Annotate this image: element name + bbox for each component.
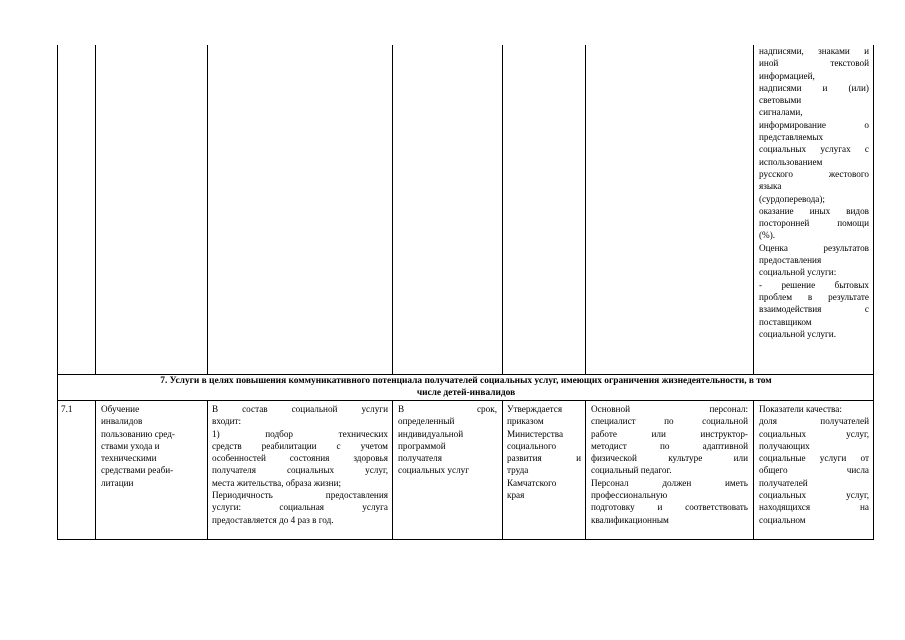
table-border-bottom (57, 539, 874, 540)
column-divider (585, 45, 586, 374)
table-border-left (57, 45, 58, 539)
text-line: социальные услуги от (759, 453, 869, 464)
text-line: надписями и (или) (759, 82, 869, 93)
section-heading-line-1: 7. Услуги в целях повышения коммуникативного потенциала получателей социальных услуг, имеющих ограничения жизнедеятельности, в том (160, 376, 772, 386)
text-line: (сурдоперевода); (759, 193, 825, 204)
text-line: получающих (759, 440, 810, 451)
text-line: Камчатского (507, 477, 557, 488)
section-heading-line-2: числе детей-инвалидов (416, 388, 516, 399)
column-divider (95, 400, 96, 539)
text-line: социальном (759, 514, 806, 525)
text-line: социальных услуг, (759, 490, 869, 501)
service-name (101, 403, 205, 489)
text-line: В срок, (398, 404, 497, 414)
text-line: профессиональную (591, 490, 668, 501)
service-quality (759, 403, 869, 526)
text-line: подготовку и соответствовать (591, 502, 748, 513)
text-line: взаимодействия с (759, 304, 869, 315)
text-line: программой (398, 440, 446, 451)
text-line: получателей (759, 477, 808, 488)
text-line: иной текстовой (759, 58, 869, 69)
text-line: средствами реаби- (101, 465, 174, 476)
text-line: Периодичность предоставления (212, 490, 388, 501)
text-line: определенный (398, 416, 455, 427)
text-line: предоставления (759, 255, 822, 266)
service-cost (507, 403, 581, 501)
text-line: световыми (759, 95, 802, 106)
text-line: получателя социальных услуг, (212, 465, 388, 476)
text-line: входит: (212, 416, 242, 427)
text-line: места жительства, образа жизни; (212, 477, 342, 488)
text-line: информацией, (759, 70, 815, 81)
text-line: 1) подбор технических (212, 428, 388, 439)
text-line: края (507, 490, 525, 501)
text-line: развития и (507, 453, 581, 464)
text-line: информирование о (759, 119, 869, 130)
text-line: русского жестового (759, 168, 869, 179)
text-line: социальный педагог. (591, 465, 672, 476)
column-divider (585, 400, 586, 539)
text-line: В состав социальной услуги (212, 404, 388, 414)
text-line: Обучение (101, 404, 140, 414)
text-line: социальных услуг, (759, 428, 869, 439)
text-line: сигналами, (759, 107, 803, 118)
text-line: использованием (759, 156, 823, 167)
row-divider (57, 400, 874, 401)
text-line: социальных услуг (398, 465, 470, 476)
text-line: особенностей состояния здоровья (212, 453, 388, 464)
text-line: посторонней помощи (759, 218, 869, 229)
text-line: приказом (507, 416, 544, 427)
text-line: работе или инструктор- (591, 428, 748, 439)
text-line: индивидуальной (398, 428, 464, 439)
text-line: средств реабилитации с учетом (212, 440, 388, 451)
service-content (212, 403, 388, 526)
text-line: (%). (759, 230, 776, 241)
text-line: труда (507, 465, 529, 476)
text-line: социального (507, 440, 557, 451)
text-line: оказание иных видов (759, 205, 869, 216)
text-line: проблем в результате (759, 291, 869, 302)
text-line: техническими (101, 453, 157, 464)
text-line: получателя (398, 453, 442, 464)
text-line: Персонал должен иметь (591, 477, 748, 488)
column-divider (753, 45, 754, 374)
column-divider (207, 45, 208, 374)
text-line: находящихся на (759, 502, 869, 513)
text-line: социальной услуги. (759, 328, 836, 339)
text-line: Министерства (507, 428, 564, 439)
column-divider (502, 45, 503, 374)
text-line: Основной персонал: (591, 404, 748, 414)
text-line: представляемых (759, 132, 824, 143)
text-line: Оценка результатов (759, 242, 869, 253)
text-line: поставщиком (759, 316, 812, 327)
service-conditions (591, 403, 748, 526)
text-line: доля получателей (759, 416, 869, 427)
column-divider (95, 45, 96, 374)
row-number (61, 403, 93, 415)
column-divider (392, 45, 393, 374)
text-line: пользованию сред- (101, 428, 175, 439)
column-divider (207, 400, 208, 539)
text-line: социальных услугах с (759, 144, 869, 155)
text-line: 7.1 (61, 404, 73, 414)
text-line: методист по адаптивной (591, 440, 748, 451)
column-divider (753, 400, 754, 539)
table-border-right (873, 45, 874, 539)
text-line: инвалидов (101, 416, 143, 427)
service-term (398, 403, 497, 477)
text-line: надписями, знаками и (759, 46, 869, 56)
text-line: ствами ухода и (101, 440, 160, 451)
text-line: услуги: социальная услуга (212, 502, 388, 513)
text-line: литации (101, 477, 134, 488)
text-line: квалификационным (591, 514, 669, 525)
text-line: Показатели качества: (759, 404, 842, 414)
text-line: физической культуре или (591, 453, 748, 464)
text-line: общего числа (759, 465, 869, 476)
column-divider (392, 400, 393, 539)
column-divider (502, 400, 503, 539)
text-line: Утверждается (507, 404, 563, 414)
text-line: специалист по социальной (591, 416, 748, 427)
section-heading (58, 375, 874, 400)
text-line: социальной услуги: (759, 267, 837, 278)
text-line: предоставляется до 4 раз в год. (212, 514, 334, 525)
text-line: языка (759, 181, 782, 192)
text-line: - решение бытовых (759, 279, 869, 290)
top-row-quality-text (759, 45, 869, 340)
